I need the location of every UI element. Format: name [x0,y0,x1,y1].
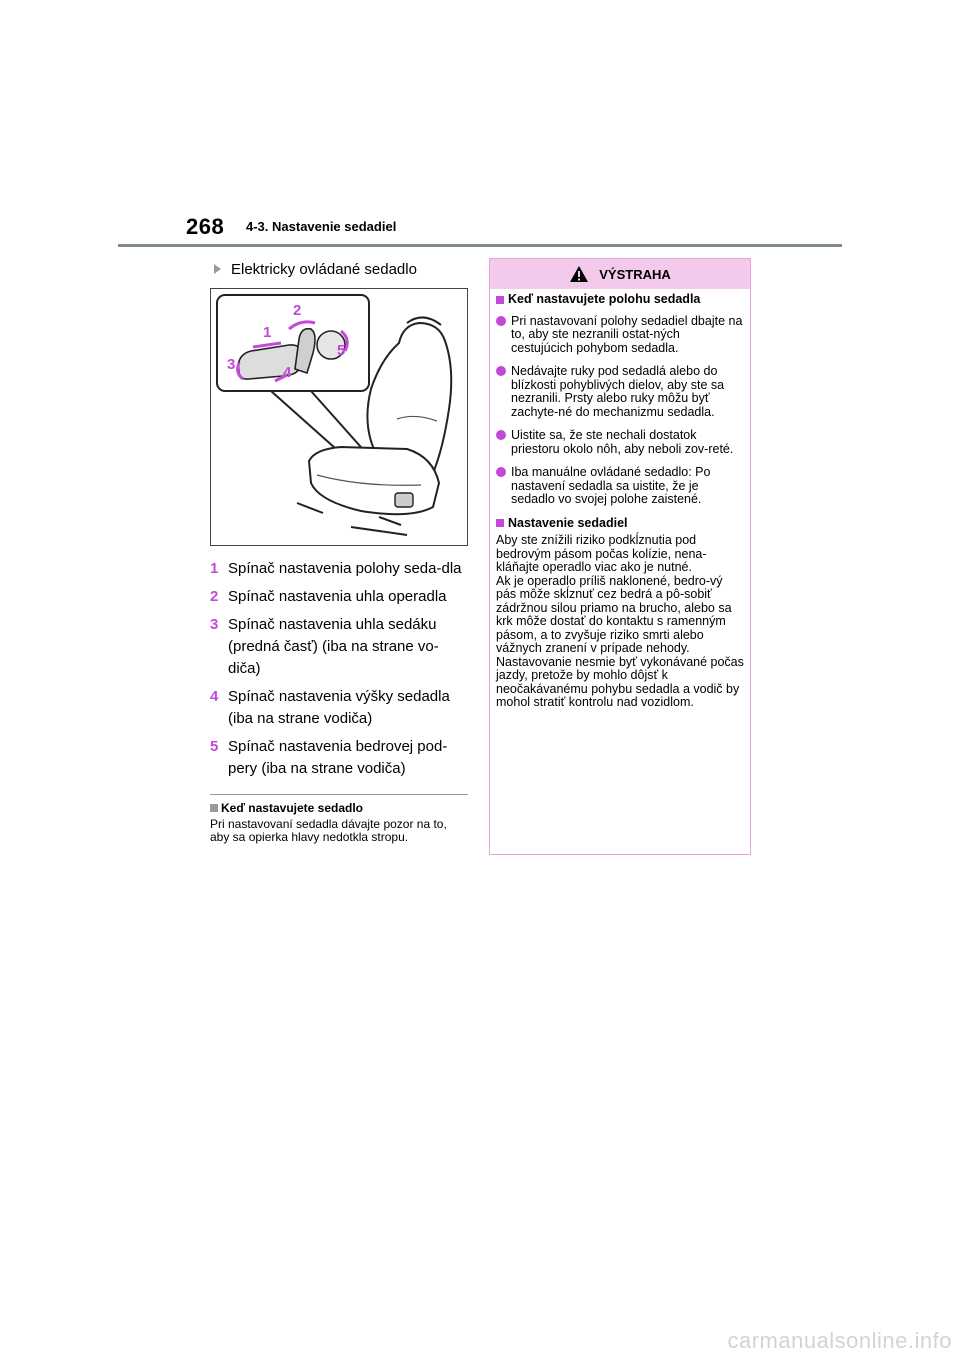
list-item [210,686,470,730]
warning-bullet [496,429,744,456]
seat-drawing [211,289,467,545]
note-body: Pri nastavovaní sedadla dávajte pozor na to, aby sa opierka hlavy nedotkla stropu. [210,817,447,844]
dot-bullet-icon [496,316,506,326]
figure-label-1: 1 [263,324,272,341]
note-heading-text: Keď nastavujete sedadlo [221,801,364,815]
item-text: Spínač nastavenia uhla operadla [228,588,447,605]
list-item [210,586,470,608]
watermark: carmanualsonline.info [727,1328,952,1353]
item-number: 3 [210,616,219,633]
warning-title: VÝSTRAHA [599,266,671,282]
warning-box [489,258,751,855]
warning-heading-text: Keď nastavujete polohu sedadla [508,292,701,306]
dot-bullet-icon [496,366,506,376]
dot-bullet-icon [496,430,506,440]
section-title: 4-3. Nastavenie sedadiel [246,219,397,234]
square-bullet-icon [210,804,218,812]
list-item [210,614,470,680]
warning-bullet-text: Iba manuálne ovládané sedadlo: Po nastavení sedadla sa uistite, že je sedadlo vo svojej polohe zaistené. [511,465,711,506]
header-divider [118,244,842,247]
subsection-heading-text: Elektricky ovládané sedadlo [231,260,417,278]
list-item [210,736,470,780]
seat-illustration [210,288,468,546]
item-number: 5 [210,738,219,755]
left-column [210,258,470,844]
note-heading [210,801,470,815]
warning-bullet [496,315,744,356]
switch-list [210,558,470,780]
warning-paragraph: Aby ste znížili riziko podkĺznutia pod bedrovým pásom počas kolízie, nena-kláňajte operadlo viac ako je nutné. Ak je operadlo príliš naklonené, bedro-vý pás môže skĺznuť cez bedrá a pô-sobiť zádržnou silou priamo na brucho, alebo sa krk môže dostať do kontaktu s ramenným pásom, a to zvyšuje riziko smrti alebo vážnych zranení v prípade nehody. Nastavovanie nesmie byť vykonávané počas jazdy, pretože by mohlo dôjsť k neočakávanému pohybu sedadla a vodič by mohol stratiť kontrolu nad vozidlom. [496,533,744,709]
warning-triangle-icon [569,265,589,283]
warning-header [490,259,750,289]
list-item [210,558,470,580]
item-number: 4 [210,688,219,705]
warning-bullet [496,365,744,419]
item-number: 1 [210,560,219,577]
warning-content [490,289,750,710]
dot-bullet-icon [496,467,506,477]
item-text: Spínač nastavenia uhla sedáku (predná časť) (iba na strane vo-diča) [228,616,439,677]
warning-bullet-text: Uistite sa, že ste nechali dostatok priestoru okolo nôh, aby neboli zov-reté. [511,428,734,456]
subsection-heading [214,258,470,280]
figure-label-3: 3 [227,356,236,373]
square-bullet-icon [496,519,504,527]
warning-heading-text: Nastavenie sedadiel [508,515,628,530]
warning-heading-position [496,293,744,307]
warning-bullet [496,466,744,507]
warning-bullet-text: Nedávajte ruky pod sedadlá alebo do blízkosti pohyblivých dielov, aby ste sa nezranili. Prsty alebo ruky môžu byť zachyte-né do mechanizmu sedadla. [511,364,725,419]
square-bullet-icon [496,296,504,304]
figure-label-4: 4 [283,364,292,381]
figure-label-5: 5 [337,342,346,359]
note-divider [210,794,468,795]
figure-label-2: 2 [293,302,302,319]
item-number: 2 [210,588,219,605]
warning-heading-seats [496,517,744,531]
triangle-bullet-icon [214,264,221,274]
item-text: Spínač nastavenia výšky sedadla (iba na strane vodiča) [228,688,450,727]
item-text: Spínač nastavenia polohy seda-dla [228,560,462,577]
warning-bullet-text: Pri nastavovaní polohy sedadiel dbajte na to, aby ste nezranili ostat-ných cestujúcich pohybom sedadla. [511,313,743,355]
page-number: 268 [186,214,225,239]
item-text: Spínač nastavenia bedrovej pod-pery (iba na strane vodiča) [228,738,448,777]
